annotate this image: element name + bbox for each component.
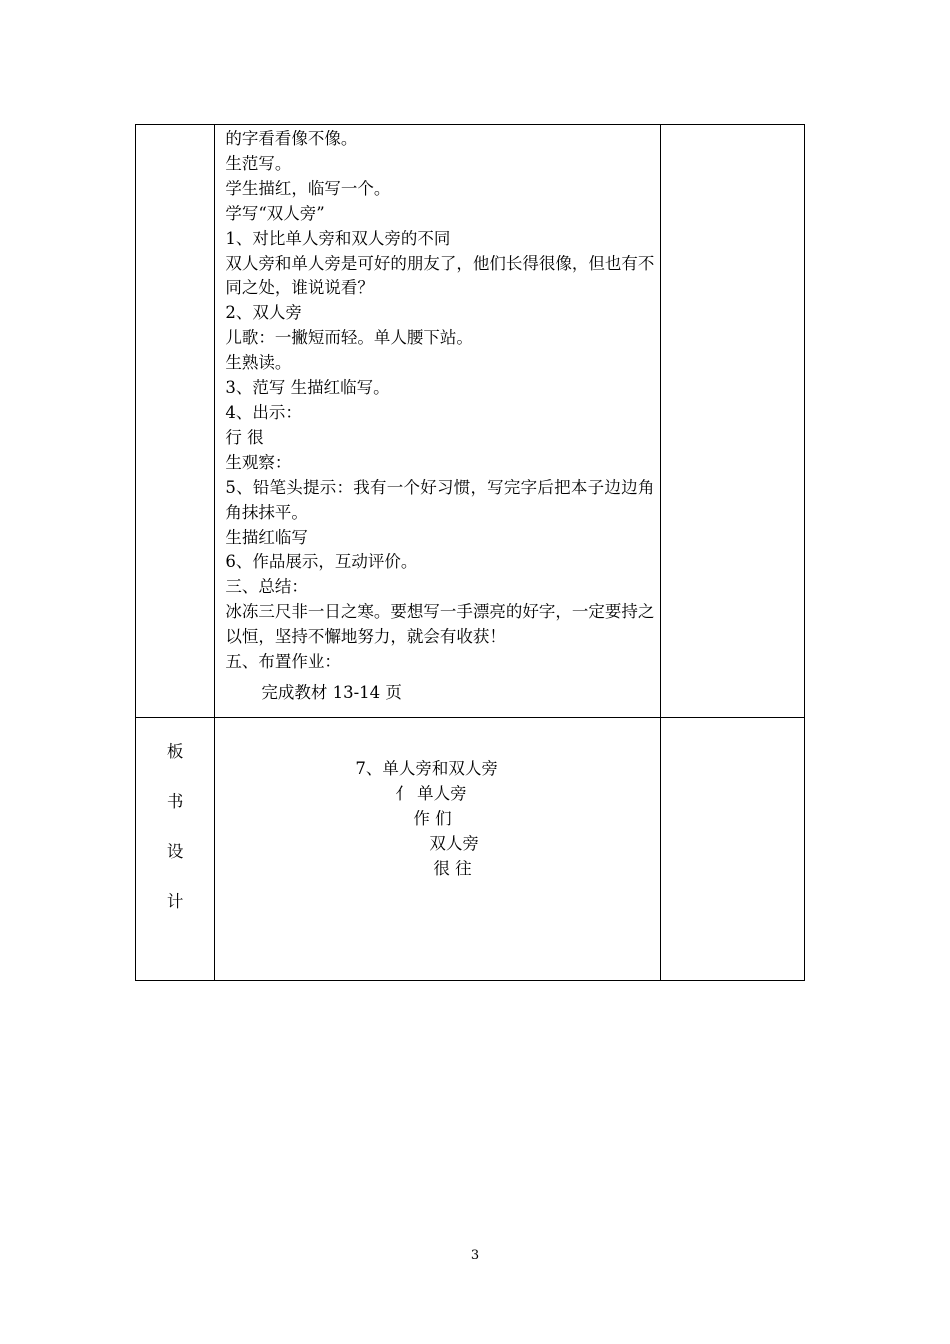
process-line: 生范写。 [225,153,292,173]
board-label-char: 计 [166,892,184,911]
board-label-char: 板 [166,742,184,761]
process-line: 双人旁和单人旁是可好的朋友了，他们长得很像，但也有不同之处，谁说说看？ [225,253,655,298]
process-line: 五、布置作业： [225,652,341,672]
process-line: 儿歌：一撇短而轻。单人腰下站。 [225,328,473,348]
board-title: 7、单人旁和双人旁 [355,759,498,778]
board-line: 作 们 [413,809,452,828]
board-label-cell [136,718,215,981]
process-line: 生观察： [225,452,292,472]
board-line: 亻 单人旁 [395,784,467,803]
board-label-char: 设 [166,842,184,861]
lesson-plan-table [135,124,805,981]
process-notes-cell [661,125,805,718]
process-line: 4、出示： [225,402,302,422]
process-line: 5、铅笔头提示：我有一个好习惯，写完字后把本子边边角角抹抹平。 [225,477,655,522]
process-line: 生熟读。 [225,353,292,373]
process-line: 学写“双人旁” [225,203,325,223]
process-line: 的字看看像不像。 [225,129,358,148]
board-label-char: 书 [166,792,184,811]
process-line: 行 很 [225,427,264,447]
board-line: 很 往 [433,859,472,878]
process-line: 生描红临写 [225,527,308,547]
process-line: 完成教材 13-14 页 [261,682,402,702]
process-line: 2、双人旁 [225,303,302,323]
process-line: 三、总结： [225,577,308,597]
board-line: 双人旁 [429,834,479,853]
page-number: 3 [470,1248,480,1263]
board-content-cell [215,718,661,981]
process-content-cell [215,125,661,718]
process-line: 学生描红，临写一个。 [225,178,391,198]
board-notes-cell [661,718,805,981]
process-line: 1、对比单人旁和双人旁的不同 [225,228,451,248]
process-line: 冰冻三尺非一日之寒。要想写一手漂亮的好字，一定要持之以恒，坚持不懈地努力，就会有收获！ [225,602,655,647]
process-line: 6、作品展示，互动评价。 [225,552,418,572]
process-label-cell [136,125,215,718]
board-design-row [136,718,805,981]
teaching-process-row [136,125,805,718]
process-line: 3、范写 生描红临写。 [225,378,390,398]
